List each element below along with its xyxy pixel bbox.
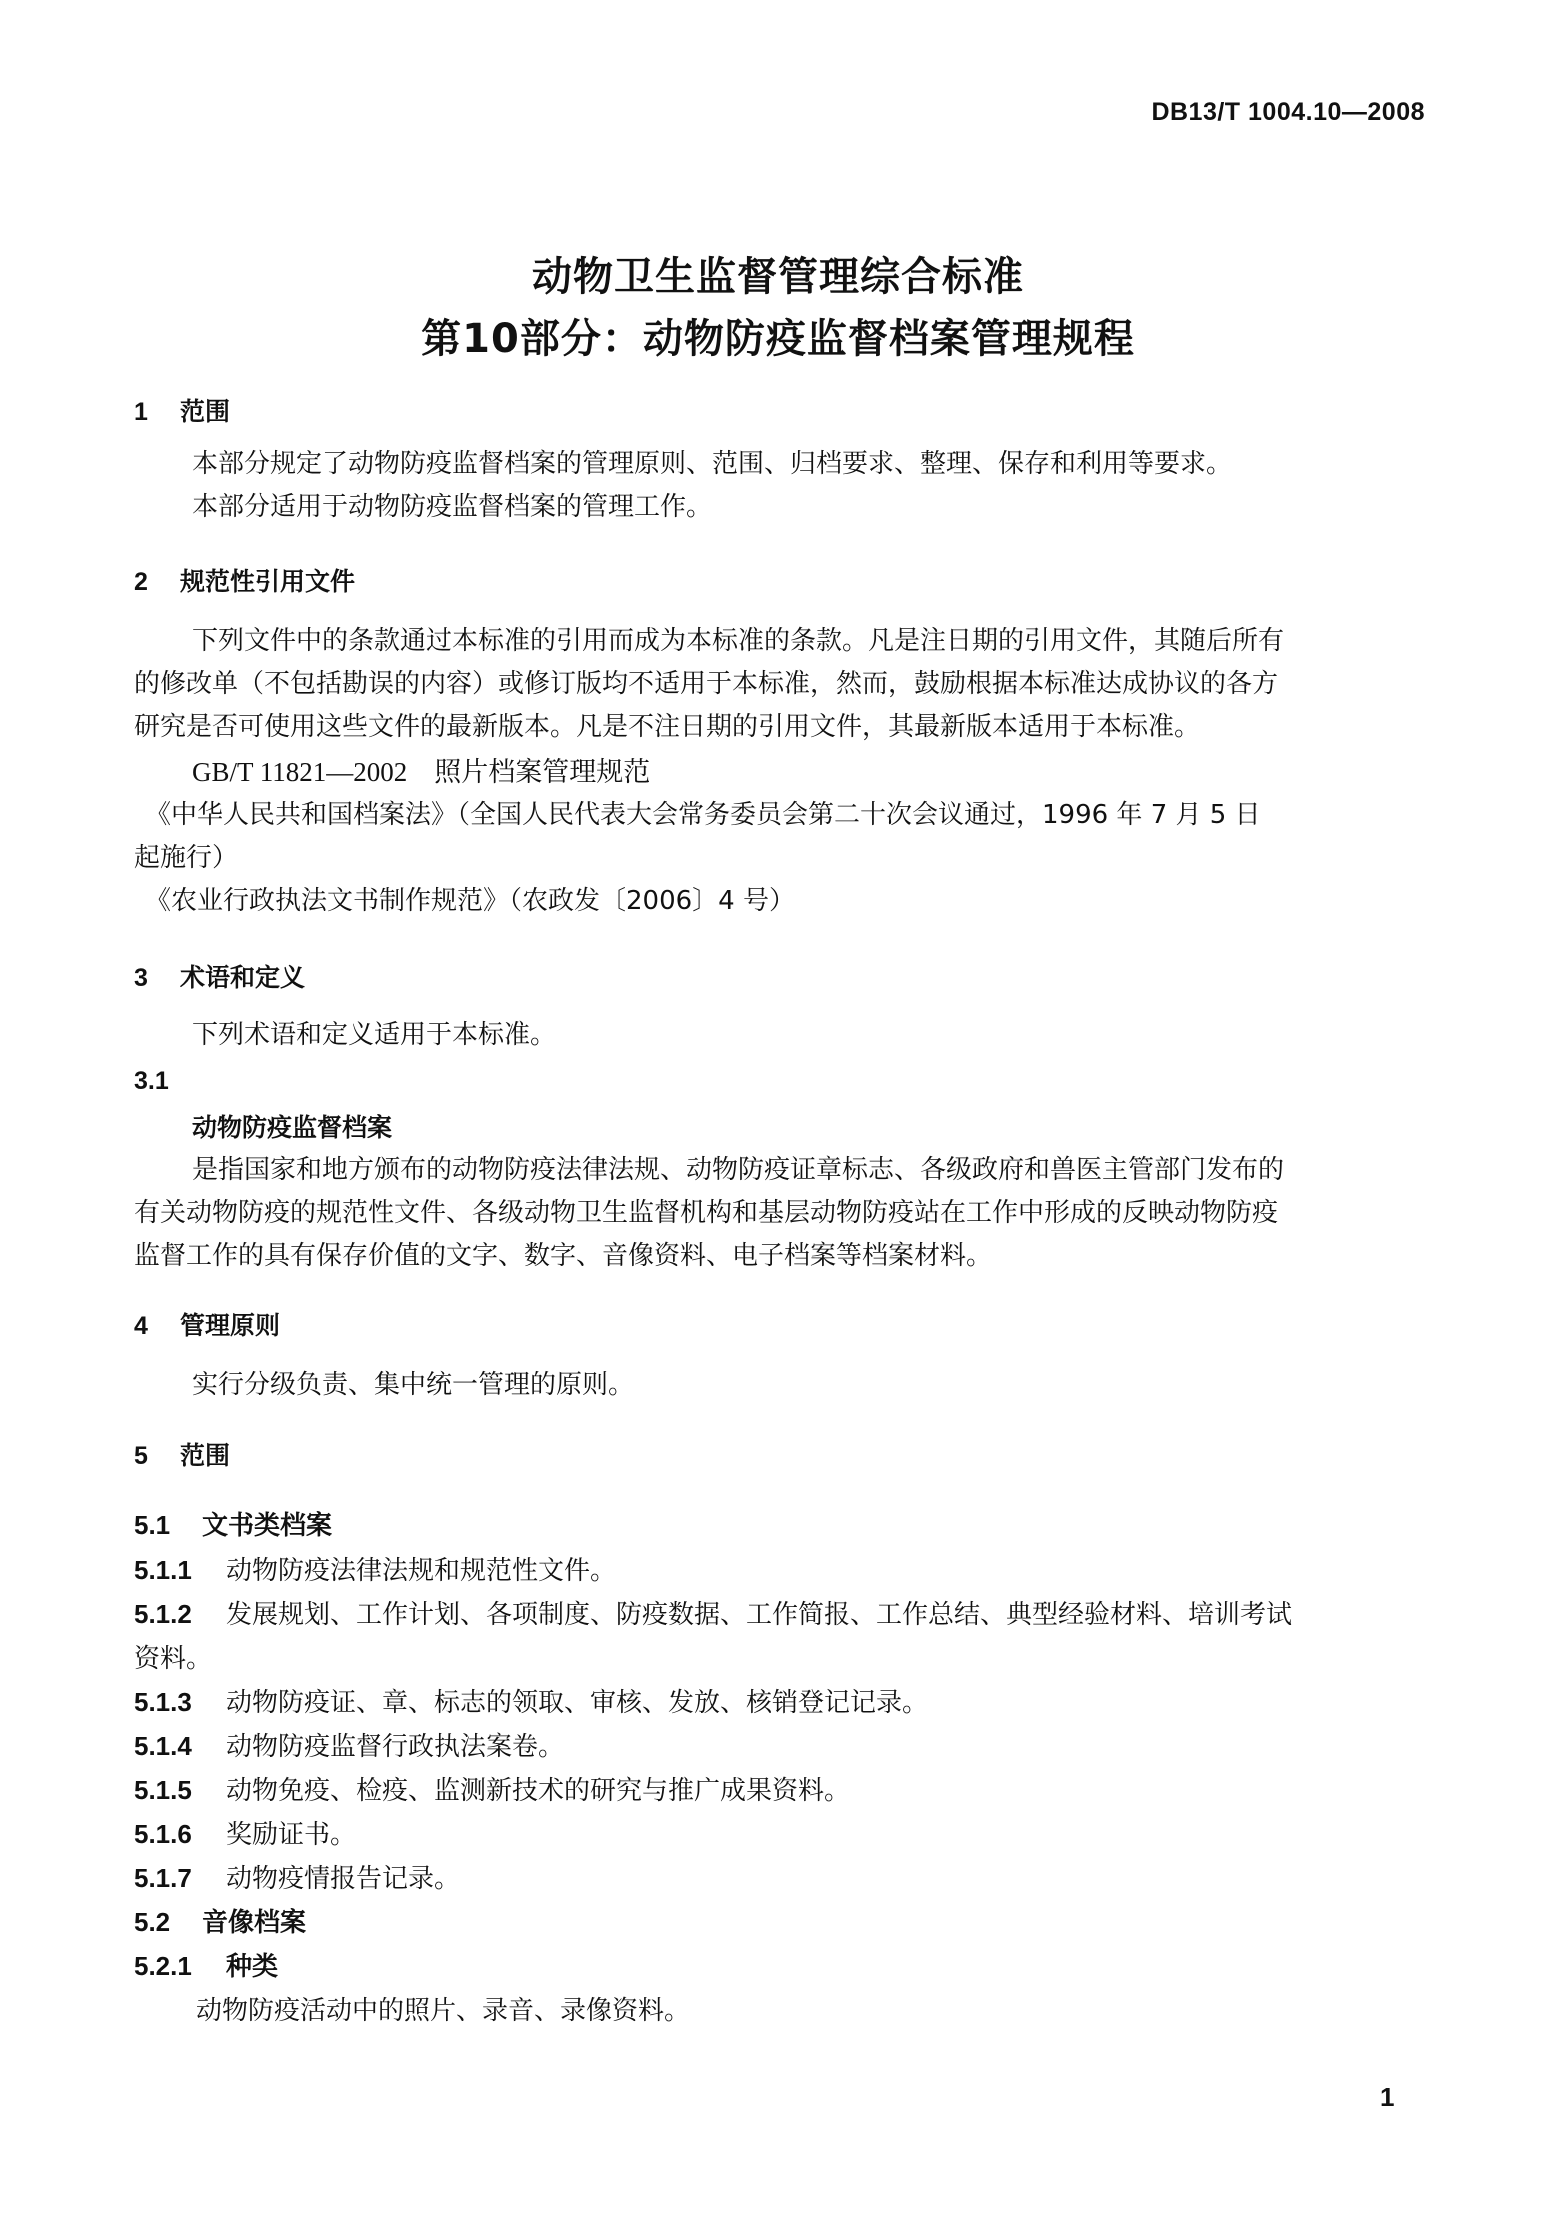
clause-number: 5.1.1 xyxy=(134,1555,192,1585)
subsection-title: 种类 xyxy=(226,1952,279,1982)
clause-number: 5.1.4 xyxy=(134,1731,192,1761)
section-number: 2 xyxy=(134,568,148,596)
section-number: 4 xyxy=(134,1312,148,1340)
section-3-intro: 下列术语和定义适用于本标准。 xyxy=(192,1020,557,1050)
reference-gbt-11821: GB/T 11821—2002 照片档案管理规范 xyxy=(192,757,651,787)
term-number: 3.1 xyxy=(134,1067,169,1095)
subsection-5-2-1-text: 动物防疫活动中的照片、录音、录像资料。 xyxy=(196,1996,691,2026)
term-definition-line: 是指国家和地方颁布的动物防疫法律法规、动物防疫证章标志、各级政府和兽医主管部门发布的 xyxy=(192,1155,1285,1185)
document-title-line2: 第10部分：动物防疫监督档案管理规程 xyxy=(421,316,1135,362)
section-2-paragraph-line: 的修改单（不包括勘误的内容）或修订版均不适用于本标准，然而，鼓励根据本标准达成协议的各方 xyxy=(134,669,1279,699)
section-2-paragraph-line: 研究是否可使用这些文件的最新版本。凡是不注日期的引用文件，其最新版本适用于本标准。 xyxy=(134,712,1201,742)
subsection-number: 5.1 xyxy=(134,1510,171,1540)
clause-number: 5.1.5 xyxy=(134,1775,192,1805)
section-4-paragraph: 实行分级负责、集中统一管理的原则。 xyxy=(192,1370,635,1400)
clause-text: 奖励证书。 xyxy=(226,1820,357,1850)
clause-5-1-3 xyxy=(134,1682,928,1719)
clause-text: 动物防疫证、章、标志的领取、审核、发放、核销登记记录。 xyxy=(226,1688,929,1718)
clause-5-1-2-cont: 资料。 xyxy=(134,1644,213,1674)
document-title-line1: 动物卫生监督管理综合标准 xyxy=(532,254,1024,300)
reference-archives-law: 《中华人民共和国档案法》（全国人民代表大会常务委员会第二十次会议通过，1996 年 7 月 5 日 xyxy=(145,800,1261,830)
clause-number: 5.1.6 xyxy=(134,1819,192,1849)
section-3-heading xyxy=(134,958,305,994)
section-title: 规范性引用文件 xyxy=(180,567,356,596)
reference-enforcement-spec: 《农业行政执法文书制作规范》（农政发〔2006〕4 号） xyxy=(145,886,795,916)
clause-5-1-1 xyxy=(134,1550,616,1587)
clause-5-1-5 xyxy=(134,1770,850,1807)
section-title: 术语和定义 xyxy=(180,963,306,992)
section-number: 1 xyxy=(134,398,148,426)
clause-text: 发展规划、工作计划、各项制度、防疫数据、工作简报、工作总结、典型经验材料、培训考试 xyxy=(226,1600,1293,1630)
clause-number: 5.1.7 xyxy=(134,1863,192,1893)
clause-text: 动物疫情报告记录。 xyxy=(226,1864,461,1894)
subsection-number: 5.2 xyxy=(134,1907,171,1937)
standard-code: DB13/T 1004.10—2008 xyxy=(1151,98,1425,126)
clause-5-1-2 xyxy=(134,1594,1424,1631)
clause-number: 5.1.3 xyxy=(134,1687,192,1717)
clause-text: 动物免疫、检疫、监测新技术的研究与推广成果资料。 xyxy=(226,1776,851,1806)
clause-5-1-4 xyxy=(134,1726,564,1763)
subsection-title: 文书类档案 xyxy=(202,1511,333,1541)
subsection-number: 5.2.1 xyxy=(134,1951,192,1981)
section-number: 5 xyxy=(134,1442,148,1470)
section-1-paragraph: 本部分适用于动物防疫监督档案的管理工作。 xyxy=(192,492,713,522)
section-2-paragraph-line: 下列文件中的条款通过本标准的引用而成为本标准的条款。凡是注日期的引用文件，其随后所有 xyxy=(192,626,1285,656)
section-1-paragraph: 本部分规定了动物防疫监督档案的管理原则、范围、归档要求、整理、保存和利用等要求。 xyxy=(192,449,1233,479)
subsection-5-2-1-heading xyxy=(134,1946,278,1983)
term-name: 动物防疫监督档案 xyxy=(192,1113,393,1142)
section-4-heading xyxy=(134,1306,280,1342)
section-2-heading xyxy=(134,562,355,598)
section-title: 范围 xyxy=(180,397,231,426)
section-number: 3 xyxy=(134,964,148,992)
reference-archives-law-cont: 起施行） xyxy=(134,843,239,873)
clause-text: 动物防疫监督行政执法案卷。 xyxy=(226,1732,565,1762)
section-5-heading xyxy=(134,1436,230,1472)
clause-number: 5.1.2 xyxy=(134,1599,192,1629)
section-1-heading xyxy=(134,392,230,428)
section-title: 管理原则 xyxy=(180,1311,281,1340)
term-definition-line: 监督工作的具有保存价值的文字、数字、音像资料、电子档案等档案材料。 xyxy=(134,1241,993,1271)
subsection-title: 音像档案 xyxy=(202,1908,307,1938)
subsection-5-2-heading xyxy=(134,1902,306,1939)
clause-5-1-7 xyxy=(134,1858,460,1895)
section-title: 范围 xyxy=(180,1441,231,1470)
subsection-5-1-heading xyxy=(134,1505,332,1542)
page-number: 1 xyxy=(1380,2082,1395,2112)
clause-text: 动物防疫法律法规和规范性文件。 xyxy=(226,1556,617,1586)
term-definition-line: 有关动物防疫的规范性文件、各级动物卫生监督机构和基层动物防疫站在工作中形成的反映动物防疫 xyxy=(134,1198,1279,1228)
clause-5-1-6 xyxy=(134,1814,356,1851)
